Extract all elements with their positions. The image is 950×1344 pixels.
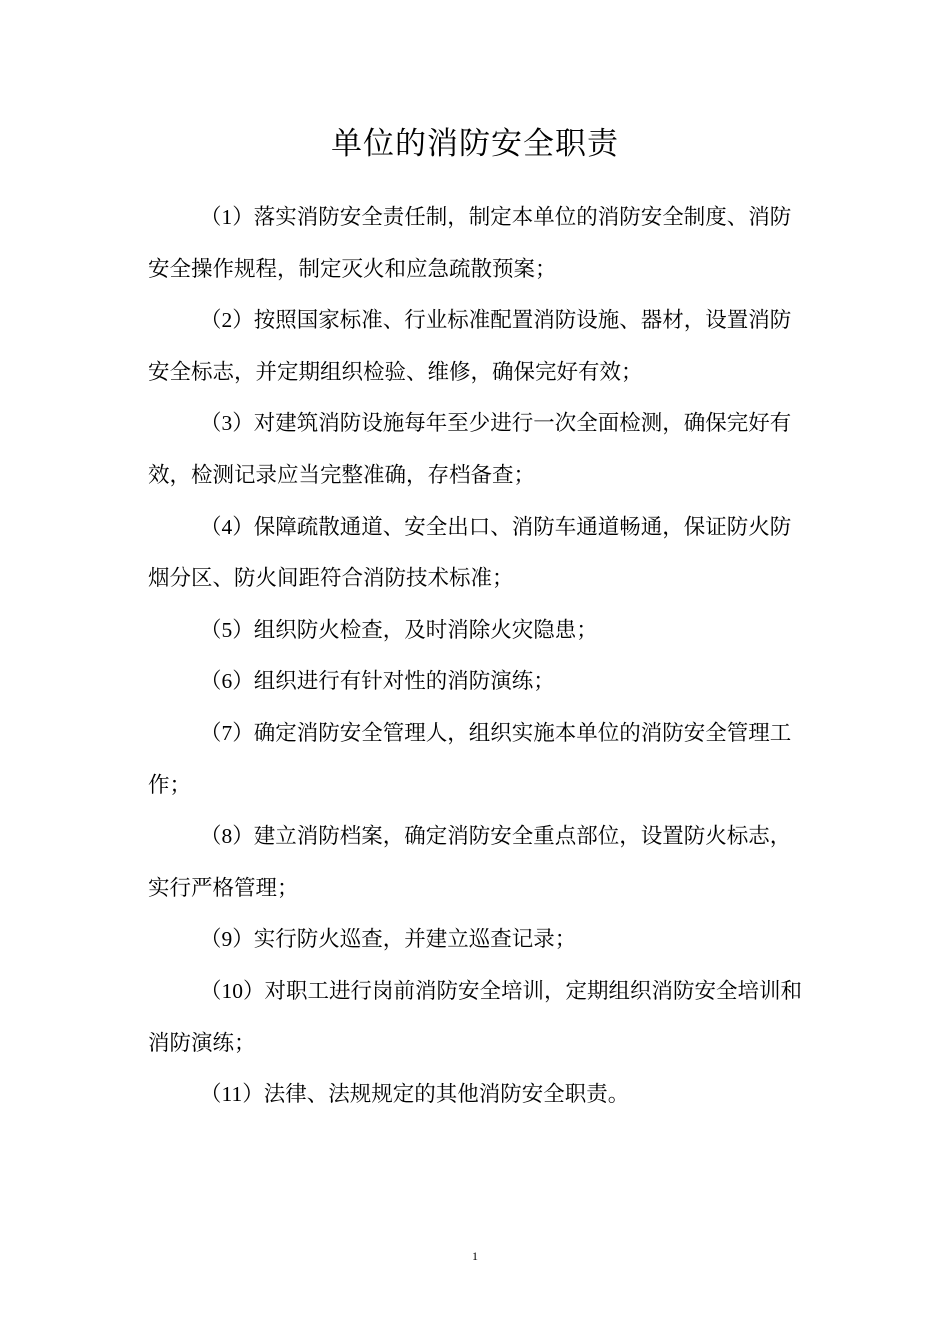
item-number: （10） — [200, 978, 265, 1003]
list-item — [148, 502, 808, 605]
item-text: 对建筑消防设施每年至少进行一次全面检测，确保完好有效，检测记录应当完整准确，存档备查； — [148, 411, 792, 488]
item-number: （3） — [200, 411, 254, 436]
item-number: （4） — [200, 514, 254, 539]
item-text: 按照国家标准、行业标准配置消防设施、器材，设置消防安全标志，并定期组织检验、维修，确保完好有效； — [148, 308, 792, 385]
list-item — [148, 1069, 808, 1121]
item-text: 对职工进行岗前消防安全培训，定期组织消防安全培训和消防演练； — [148, 978, 803, 1056]
item-number: （7） — [200, 720, 254, 745]
item-text: 落实消防安全责任制，制定本单位的消防安全制度、消防安全操作规程，制定灭火和应急疏散预案； — [148, 205, 792, 282]
list-item — [148, 811, 808, 914]
item-text: 法律、法规规定的其他消防安全职责。 — [263, 1082, 630, 1108]
list-item — [148, 914, 808, 966]
list-item — [148, 605, 808, 657]
list-item — [148, 708, 808, 811]
item-number: （2） — [200, 308, 254, 333]
list-item — [148, 966, 808, 1069]
item-text: 确定消防安全管理人，组织实施本单位的消防安全管理工作； — [148, 720, 792, 798]
item-number: （11） — [200, 1082, 264, 1107]
document-body — [148, 192, 808, 1121]
list-item — [148, 192, 808, 295]
document-title: 单位的消防安全职责 — [331, 126, 619, 162]
item-text: 组织防火检查，及时消除火灾隐患； — [253, 617, 598, 643]
item-text: 保障疏散通道、安全出口、消防车通道畅通，保证防火防烟分区、防火间距符合消防技术标准； — [148, 514, 792, 592]
item-text: 组织进行有针对性的消防演练； — [253, 669, 555, 695]
list-item — [148, 656, 808, 708]
item-number: （5） — [200, 617, 254, 642]
list-item — [148, 295, 808, 398]
item-number: （8） — [200, 824, 254, 849]
item-number: （1） — [200, 205, 254, 229]
list-item — [148, 398, 808, 501]
page-number: 1 — [472, 1249, 478, 1263]
item-text: 建立消防档案，确定消防安全重点部位，设置防火标志，实行严格管理； — [148, 824, 792, 901]
item-number: （9） — [200, 927, 254, 952]
item-text: 实行防火巡查，并建立巡查记录； — [253, 927, 577, 953]
item-number: （6） — [200, 669, 254, 694]
